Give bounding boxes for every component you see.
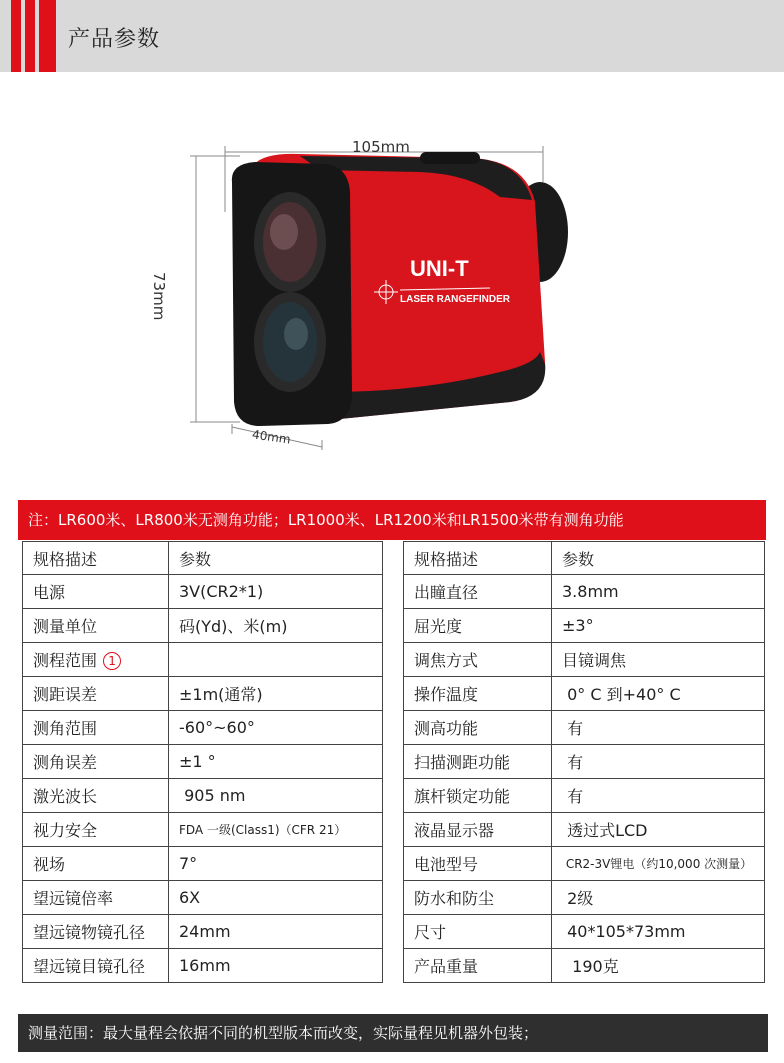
spec-value: 参数 (552, 542, 765, 575)
table-row (404, 542, 765, 575)
spec-label-text: 调焦方式 (414, 651, 479, 670)
table-row (23, 915, 383, 949)
spec-label-text: 望远镜倍率 (33, 889, 114, 908)
spec-value: 24mm (169, 915, 383, 949)
table-row (404, 881, 765, 915)
spec-label-text: 产品重量 (414, 957, 479, 976)
spec-label-text: 出瞳直径 (414, 583, 479, 602)
table-row (23, 779, 383, 813)
spec-label (23, 813, 169, 847)
spec-label-text: 测距误差 (33, 685, 98, 704)
table-row (404, 813, 765, 847)
spec-value: 190克 (552, 949, 765, 983)
product-image (0, 72, 784, 492)
section-title: 产品参数 (68, 27, 161, 52)
spec-label-text: 电源 (33, 583, 66, 602)
spec-label-text: 防水和防尘 (414, 889, 495, 908)
table-row (404, 847, 765, 881)
spec-label (404, 542, 552, 575)
spec-label-text: 操作温度 (414, 685, 479, 704)
spec-label-text: 扫描测距功能 (414, 753, 511, 772)
spec-label-text: 激光波长 (33, 787, 98, 806)
spec-label-text: 旗杆锁定功能 (414, 787, 511, 806)
spec-label-text: 视力安全 (33, 821, 98, 840)
spec-value: FDA 一级(Class1)（CFR 21） (169, 813, 383, 847)
spec-label (23, 949, 169, 983)
spec-value: CR2-3V锂电（约10,000 次测量） (552, 847, 765, 881)
spec-label-text: 电池型号 (414, 855, 479, 874)
accent-bar (25, 0, 35, 72)
spec-value: 透过式LCD (552, 813, 765, 847)
table-row (23, 609, 383, 643)
spec-label (404, 745, 552, 779)
spec-label (404, 643, 552, 677)
spec-label (404, 677, 552, 711)
spec-label-text: 测角误差 (33, 753, 98, 772)
spec-value: 40*105*73mm (552, 915, 765, 949)
spec-label-text: 视场 (33, 855, 66, 874)
spec-label (23, 847, 169, 881)
spec-value: 16mm (169, 949, 383, 983)
range-footnote: 测量范围：最大量程会依据不同的机型版本而改变，实际量程见机器外包装； (18, 1014, 768, 1052)
table-row (23, 881, 383, 915)
spec-value: 目镜调焦 (552, 643, 765, 677)
spec-label (404, 711, 552, 745)
spec-label (404, 609, 552, 643)
spec-label (23, 881, 169, 915)
spec-label-text: 望远镜目镜孔径 (33, 957, 146, 976)
depth-dimension-label: 40mm (251, 427, 292, 447)
spec-label-text: 规格描述 (33, 549, 98, 569)
table-row (23, 813, 383, 847)
table-row (404, 949, 765, 983)
spec-value: 7° (169, 847, 383, 881)
table-row (23, 711, 383, 745)
table-row (23, 847, 383, 881)
spec-value: ±1 ° (169, 745, 383, 779)
spec-value: 有 (552, 745, 765, 779)
spec-label (23, 643, 169, 677)
spec-label-text: 液晶显示器 (414, 821, 495, 840)
spec-label (404, 813, 552, 847)
spec-value: 6X (169, 881, 383, 915)
spec-label (23, 711, 169, 745)
table-row (23, 745, 383, 779)
spec-label (404, 575, 552, 609)
feature-note: 注：LR600米、LR800米无测角功能；LR1000米、LR1200米和LR1500米带有测角功能 (18, 500, 766, 540)
table-row (404, 575, 765, 609)
spec-label-text: 测量单位 (33, 617, 98, 636)
spec-label (23, 575, 169, 609)
table-row (404, 609, 765, 643)
spec-value: 有 (552, 711, 765, 745)
table-row (23, 575, 383, 609)
spec-value: 905 nm (169, 779, 383, 813)
spec-value: 3V(CR2*1) (169, 575, 383, 609)
spec-value: ±1m(通常) (169, 677, 383, 711)
spec-table-left (22, 541, 383, 983)
spec-label (23, 542, 169, 575)
spec-value: 0° C 到+40° C (552, 677, 765, 711)
spec-label (404, 949, 552, 983)
spec-label-text: 规格描述 (414, 549, 479, 569)
accent-bar (11, 0, 21, 72)
spec-table-right (403, 541, 765, 983)
spec-value: 2级 (552, 881, 765, 915)
spec-label (23, 609, 169, 643)
table-row (404, 779, 765, 813)
spec-label-text: 测高功能 (414, 719, 479, 738)
table-row (23, 677, 383, 711)
footnote-marker: 1 (103, 652, 121, 670)
width-dimension-label: 105mm (352, 138, 410, 156)
spec-label (404, 881, 552, 915)
spec-value: ±3° (552, 609, 765, 643)
spec-label (23, 915, 169, 949)
table-row (404, 677, 765, 711)
height-dimension-label: 73mm (150, 272, 168, 321)
spec-label (23, 745, 169, 779)
brand-logo: UNI-T (410, 256, 469, 281)
spec-value (169, 643, 383, 677)
spec-value: 参数 (169, 542, 383, 575)
table-row (23, 643, 383, 677)
spec-value: 码(Yd)、米(m) (169, 609, 383, 643)
spec-value: 有 (552, 779, 765, 813)
spec-label (404, 915, 552, 949)
accent-bar (39, 0, 56, 72)
spec-label (404, 779, 552, 813)
spec-label-text: 测程范围 (33, 651, 98, 670)
table-row (404, 745, 765, 779)
spec-label-text: 测角范围 (33, 719, 98, 738)
spec-value: -60°~60° (169, 711, 383, 745)
spec-label-text: 屈光度 (414, 617, 463, 636)
table-row (23, 542, 383, 575)
table-row (23, 949, 383, 983)
spec-label-text: 望远镜物镜孔径 (33, 923, 146, 942)
product-label: LASER RANGEFINDER (400, 294, 511, 305)
spec-label (404, 847, 552, 881)
spec-value: 3.8mm (552, 575, 765, 609)
spec-label (23, 779, 169, 813)
table-row (404, 711, 765, 745)
spec-label (23, 677, 169, 711)
table-row (404, 643, 765, 677)
table-row (404, 915, 765, 949)
spec-label-text: 尺寸 (414, 923, 447, 942)
section-header (0, 0, 784, 72)
